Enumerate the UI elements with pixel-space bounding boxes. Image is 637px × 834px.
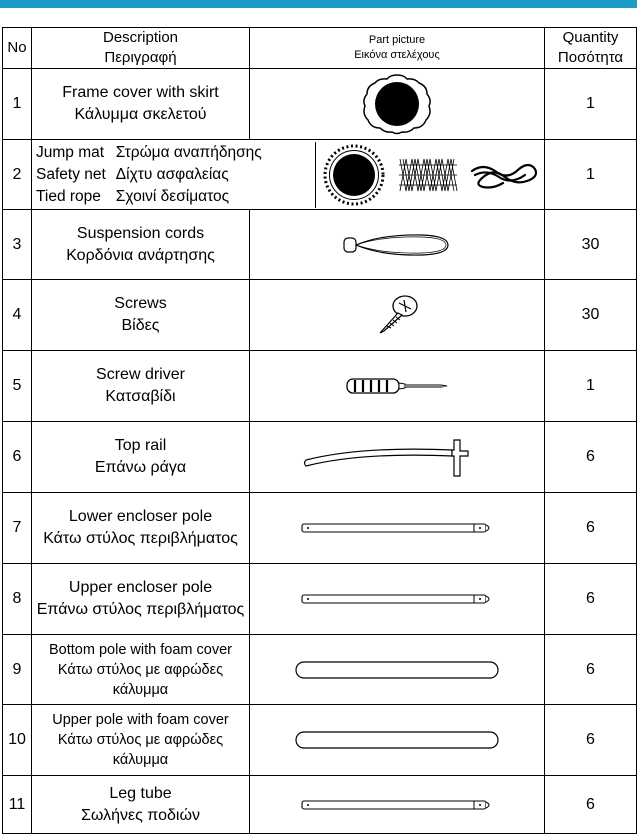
- safety-net-picture: [398, 155, 458, 195]
- table-row: [3, 493, 637, 564]
- description-en: Screws: [114, 295, 167, 312]
- header-quantity-en: Quantity: [562, 29, 619, 46]
- table-row: [3, 705, 637, 776]
- jump-mat-en: Jump mat: [36, 143, 105, 161]
- screw-driver-picture: [250, 351, 545, 422]
- table-row: [3, 351, 637, 422]
- description-en: Top rail: [114, 437, 167, 454]
- row-quantity: 6: [545, 705, 637, 776]
- row-quantity: 6: [545, 635, 637, 705]
- row-description: [32, 422, 250, 493]
- header-no: No: [3, 28, 32, 69]
- description-el-cont: κάλυμμα: [112, 752, 169, 768]
- row-description: [32, 564, 250, 635]
- description-el: Κάτω στύλος με αφρώδες: [57, 661, 224, 678]
- row-description: [32, 776, 250, 834]
- description-el: Σωλήνες ποδιών: [81, 806, 200, 824]
- suspension-cord-picture: [250, 210, 545, 280]
- description-el: Επάνω στύλος περιβλήματος: [36, 601, 245, 618]
- table-row: [3, 140, 637, 210]
- table-row: [3, 564, 637, 635]
- row-number: 2: [3, 140, 32, 210]
- jump-mat-el: Στρώμα αναπήδησης: [115, 143, 262, 161]
- bottom-foam-pole-picture: [250, 635, 545, 705]
- tied-rope-el: Σχοινί δεσίματος: [115, 187, 230, 205]
- row-2-pictures: [316, 142, 544, 208]
- row-2-description-and-picture: [32, 140, 545, 210]
- row-description: [32, 142, 316, 208]
- row-quantity: 30: [545, 210, 637, 280]
- description-en: Leg tube: [109, 784, 172, 802]
- header-quantity-el: Ποσότητα: [557, 49, 624, 66]
- safety-net-el: Δίχτυ ασφαλείας: [115, 165, 229, 183]
- row-quantity: 6: [545, 493, 637, 564]
- description-en: Bottom pole with foam cover: [49, 641, 232, 658]
- upper-foam-pole-picture: [250, 705, 545, 776]
- description-el: Κάλυμμα σκελετού: [74, 106, 207, 123]
- row-quantity: 30: [545, 280, 637, 351]
- header-part-picture: [250, 28, 545, 69]
- header-picture-el: Εικόνα στελέχους: [354, 49, 440, 61]
- description-el: Βίδες: [121, 317, 160, 334]
- row-number: 3: [3, 210, 32, 280]
- description-el: Επάνω ράγα: [94, 459, 187, 476]
- row-number: 8: [3, 564, 32, 635]
- row-number: 9: [3, 635, 32, 705]
- row-quantity: 1: [545, 69, 637, 140]
- row-number: 10: [3, 705, 32, 776]
- description-en: Lower encloser pole: [68, 508, 213, 525]
- description-en: Screw driver: [96, 366, 185, 383]
- table-row: [3, 69, 637, 140]
- description-el: Κατσαβίδι: [105, 388, 176, 405]
- table-row: [3, 210, 637, 280]
- lower-pole-picture: [250, 493, 545, 564]
- row-description: [32, 635, 250, 705]
- row-quantity: 1: [545, 351, 637, 422]
- top-rail-picture: [250, 422, 545, 493]
- row-description: [32, 69, 250, 140]
- description-el-cont: κάλυμμα: [112, 681, 169, 698]
- description-en: Upper encloser pole: [68, 579, 213, 596]
- tied-rope-en: Tied rope: [36, 187, 101, 205]
- row-description: [32, 705, 250, 776]
- table-row: [3, 776, 637, 834]
- row-description: [32, 280, 250, 351]
- table-row: [3, 422, 637, 493]
- row-number: 11: [3, 776, 32, 834]
- tied-rope-picture: [469, 157, 539, 193]
- description-en: Suspension cords: [76, 224, 205, 242]
- leg-tube-picture: [250, 776, 545, 834]
- table-row: [3, 635, 637, 705]
- row-number: 7: [3, 493, 32, 564]
- row-description: [32, 351, 250, 422]
- upper-pole-picture: [250, 564, 545, 635]
- safety-net-en: Safety net: [36, 165, 106, 183]
- table-row: [3, 280, 637, 351]
- description-en: Frame cover with skirt: [62, 84, 219, 101]
- row-quantity: 1: [545, 140, 637, 210]
- parts-table: [2, 27, 637, 834]
- header-description-el: Περιγραφή: [104, 49, 177, 66]
- table-header-row: [3, 28, 637, 69]
- description-el: Κάτω στύλος περιβλήματος: [43, 530, 238, 547]
- header-picture-en: Part picture: [368, 34, 426, 46]
- screw-picture: [250, 280, 545, 351]
- row-quantity: 6: [545, 422, 637, 493]
- header-description-en: Description: [102, 29, 179, 46]
- frame-cover-picture: [250, 69, 545, 140]
- row-description: [32, 210, 250, 280]
- row-quantity: 6: [545, 564, 637, 635]
- row-number: 5: [3, 351, 32, 422]
- row-number: 1: [3, 69, 32, 140]
- description-el: Κορδόνια ανάρτησης: [66, 246, 215, 264]
- header-description: [32, 28, 250, 69]
- row-description: [32, 493, 250, 564]
- top-accent-bar: [0, 0, 637, 8]
- description-en: Upper pole with foam cover: [52, 712, 229, 728]
- row-quantity: 6: [545, 776, 637, 834]
- header-quantity: [545, 28, 637, 69]
- row-number: 4: [3, 280, 32, 351]
- row-number: 6: [3, 422, 32, 493]
- jump-mat-picture: [321, 143, 387, 207]
- description-el: Κάτω στύλος με αφρώδες: [57, 732, 224, 748]
